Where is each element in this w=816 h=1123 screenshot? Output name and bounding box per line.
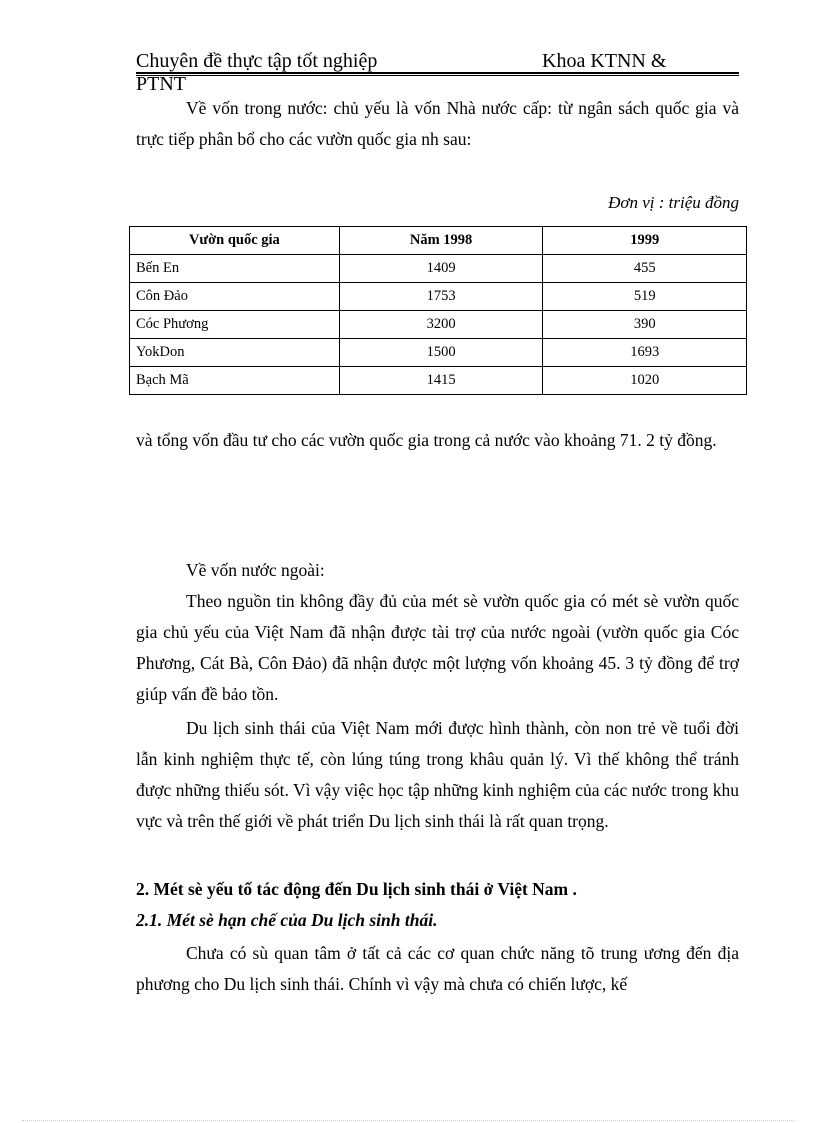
value-1999: 519 xyxy=(543,283,747,311)
column-header-1999: 1999 xyxy=(543,227,747,255)
park-name: Bến En xyxy=(130,255,340,283)
table-header-row xyxy=(130,227,747,255)
value-1998: 1500 xyxy=(339,339,543,367)
table-unit-label: Đơn vị : triệu đồng xyxy=(608,193,739,212)
foreign-capital-heading: Về vốn nước ngoài: xyxy=(186,560,325,580)
value-1999: 390 xyxy=(543,311,747,339)
value-1999: 1693 xyxy=(543,339,747,367)
header-rule xyxy=(136,72,739,76)
header-department-continuation: PTNT xyxy=(136,73,186,95)
park-name: Bạch Mã xyxy=(130,367,340,395)
value-1998: 1409 xyxy=(339,255,543,283)
total-investment-paragraph: và tổng vốn đầu tư cho các vườn quốc gia trong cả nước vào khoảng 71. 2 tỷ đồng. xyxy=(136,430,717,450)
park-name: Côn Đảo xyxy=(130,283,340,311)
value-1998: 1753 xyxy=(339,283,543,311)
column-header-1998: Năm 1998 xyxy=(339,227,543,255)
park-name: YokDon xyxy=(130,339,340,367)
page-header xyxy=(136,50,739,95)
section-2-heading: 2. Mét sè yếu tố tác động đến Du lịch sinh thái ở Việt Nam . xyxy=(136,879,577,899)
header-department: Khoa KTNN & xyxy=(542,50,667,72)
ecotourism-paragraph: Du lịch sinh thái của Việt Nam mới được hình thành, còn non trẻ về tuổi đời lẫn kinh nghiệm thực tế, còn lúng túng trong khâu quản lý. Vì thế không thể tránh được những thiếu sót. Vì vậy việc học tập những kinh nghiệm của các nước trong khu vực và trên thế giới về phát triển Du lịch sinh thái là rất quan trọng. xyxy=(136,718,739,831)
table-row xyxy=(130,255,747,283)
capital-table xyxy=(129,226,747,395)
park-name: Cóc Phương xyxy=(130,311,340,339)
limitations-paragraph: Chưa có sù quan tâm ở tất cả các cơ quan chức năng tõ trung ương đến địa phương cho Du lịch sinh thái. Chính vì vậy mà chưa có chiến lược, kế xyxy=(136,943,739,994)
table-row xyxy=(130,367,747,395)
header-title: Chuyên đề thực tập tốt nghiệp xyxy=(136,50,378,72)
table-row xyxy=(130,339,747,367)
domestic-capital-paragraph: Về vốn trong nước: chủ yếu là vốn Nhà nước cấp: từ ngân sách quốc gia và trực tiếp phân bổ cho các vườn quốc gia nh sau: xyxy=(136,98,739,149)
table-row xyxy=(130,311,747,339)
column-header-park: Vườn quốc gia xyxy=(130,227,340,255)
value-1998: 3200 xyxy=(339,311,543,339)
value-1999: 1020 xyxy=(543,367,747,395)
foreign-capital-paragraph: Theo nguồn tin không đầy đủ của mét sè vườn quốc gia có mét sè vườn quốc gia chủ yếu của Việt Nam đã nhận được tài trợ của nước ngoài (vườn quốc gia Cóc Phương, Cát Bà, Côn Đảo) đã nhận được một lượng vốn khoảng 45. 3 tỷ đồng để trợ giúp vấn đề bảo tồn. xyxy=(136,591,739,704)
table-row xyxy=(130,283,747,311)
value-1998: 1415 xyxy=(339,367,543,395)
value-1999: 455 xyxy=(543,255,747,283)
page-bottom-divider xyxy=(22,1120,794,1121)
section-2-1-heading: 2.1. Mét sè hạn chế của Du lịch sinh thái. xyxy=(136,910,438,930)
